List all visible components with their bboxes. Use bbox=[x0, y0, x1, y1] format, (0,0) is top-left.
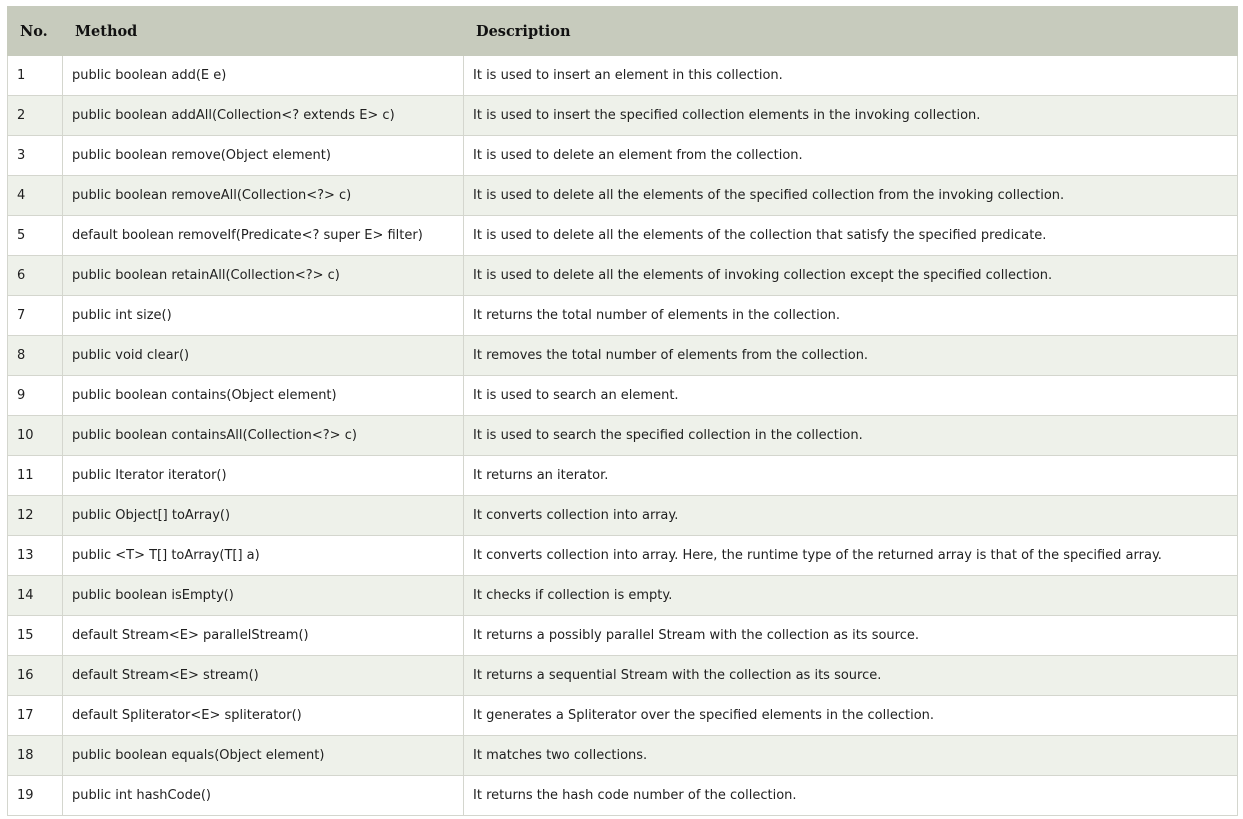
cell-description: It is used to insert an element in this collection. bbox=[464, 56, 1238, 96]
cell-no: 18 bbox=[8, 736, 63, 776]
cell-method: public <T> T[] toArray(T[] a) bbox=[63, 536, 464, 576]
table-row bbox=[8, 576, 1238, 616]
cell-no: 12 bbox=[8, 496, 63, 536]
cell-description: It returns an iterator. bbox=[464, 456, 1238, 496]
cell-description: It is used to search an element. bbox=[464, 376, 1238, 416]
header-row bbox=[8, 7, 1238, 56]
cell-no: 19 bbox=[8, 776, 63, 816]
cell-method: public boolean add(E e) bbox=[63, 56, 464, 96]
cell-description: It is used to insert the specified collection elements in the invoking collection. bbox=[464, 96, 1238, 136]
table-row bbox=[8, 416, 1238, 456]
cell-no: 8 bbox=[8, 336, 63, 376]
column-header-description: Description bbox=[464, 7, 1238, 56]
cell-method: public boolean retainAll(Collection<?> c) bbox=[63, 256, 464, 296]
cell-method: public boolean containsAll(Collection<?> c) bbox=[63, 416, 464, 456]
cell-no: 10 bbox=[8, 416, 63, 456]
cell-no: 15 bbox=[8, 616, 63, 656]
cell-description: It matches two collections. bbox=[464, 736, 1238, 776]
table-row bbox=[8, 696, 1238, 736]
cell-description: It converts collection into array. Here, the runtime type of the returned array is that of the specified array. bbox=[464, 536, 1238, 576]
cell-no: 11 bbox=[8, 456, 63, 496]
cell-description: It converts collection into array. bbox=[464, 496, 1238, 536]
cell-description: It returns a possibly parallel Stream with the collection as its source. bbox=[464, 616, 1238, 656]
column-header-no: No. bbox=[8, 7, 63, 56]
cell-description: It removes the total number of elements from the collection. bbox=[464, 336, 1238, 376]
table-row bbox=[8, 176, 1238, 216]
column-header-method: Method bbox=[63, 7, 464, 56]
cell-description: It is used to delete all the elements of the collection that satisfy the specified predicate. bbox=[464, 216, 1238, 256]
table-row bbox=[8, 336, 1238, 376]
table-row bbox=[8, 776, 1238, 816]
cell-description: It generates a Spliterator over the specified elements in the collection. bbox=[464, 696, 1238, 736]
table-row bbox=[8, 616, 1238, 656]
table-body bbox=[8, 56, 1238, 816]
cell-method: default Stream<E> parallelStream() bbox=[63, 616, 464, 656]
cell-method: public Object[] toArray() bbox=[63, 496, 464, 536]
cell-no: 16 bbox=[8, 656, 63, 696]
cell-description: It returns the hash code number of the collection. bbox=[464, 776, 1238, 816]
cell-no: 7 bbox=[8, 296, 63, 336]
cell-description: It is used to delete all the elements of the specified collection from the invoking collection. bbox=[464, 176, 1238, 216]
cell-no: 5 bbox=[8, 216, 63, 256]
table-header bbox=[8, 7, 1238, 56]
cell-method: default boolean removeIf(Predicate<? super E> filter) bbox=[63, 216, 464, 256]
table-row bbox=[8, 656, 1238, 696]
cell-no: 2 bbox=[8, 96, 63, 136]
methods-table bbox=[7, 6, 1238, 816]
table-row bbox=[8, 736, 1238, 776]
table-row bbox=[8, 56, 1238, 96]
cell-method: public int size() bbox=[63, 296, 464, 336]
cell-method: public boolean isEmpty() bbox=[63, 576, 464, 616]
table-row bbox=[8, 296, 1238, 336]
cell-no: 1 bbox=[8, 56, 63, 96]
cell-no: 6 bbox=[8, 256, 63, 296]
cell-method: public boolean remove(Object element) bbox=[63, 136, 464, 176]
cell-description: It is used to search the specified collection in the collection. bbox=[464, 416, 1238, 456]
cell-method: public boolean contains(Object element) bbox=[63, 376, 464, 416]
cell-no: 4 bbox=[8, 176, 63, 216]
cell-method: default Spliterator<E> spliterator() bbox=[63, 696, 464, 736]
cell-description: It is used to delete an element from the collection. bbox=[464, 136, 1238, 176]
cell-description: It checks if collection is empty. bbox=[464, 576, 1238, 616]
cell-method: public Iterator iterator() bbox=[63, 456, 464, 496]
table-row bbox=[8, 96, 1238, 136]
cell-method: public int hashCode() bbox=[63, 776, 464, 816]
cell-method: public void clear() bbox=[63, 336, 464, 376]
table-row bbox=[8, 376, 1238, 416]
cell-no: 17 bbox=[8, 696, 63, 736]
cell-method: public boolean addAll(Collection<? extends E> c) bbox=[63, 96, 464, 136]
cell-no: 3 bbox=[8, 136, 63, 176]
cell-description: It is used to delete all the elements of invoking collection except the specified collection. bbox=[464, 256, 1238, 296]
table-row bbox=[8, 136, 1238, 176]
cell-no: 9 bbox=[8, 376, 63, 416]
cell-no: 14 bbox=[8, 576, 63, 616]
cell-description: It returns the total number of elements in the collection. bbox=[464, 296, 1238, 336]
table-row bbox=[8, 536, 1238, 576]
cell-no: 13 bbox=[8, 536, 63, 576]
cell-method: public boolean removeAll(Collection<?> c) bbox=[63, 176, 464, 216]
table-row bbox=[8, 496, 1238, 536]
table-row bbox=[8, 256, 1238, 296]
table-row bbox=[8, 216, 1238, 256]
table-row bbox=[8, 456, 1238, 496]
cell-method: public boolean equals(Object element) bbox=[63, 736, 464, 776]
cell-method: default Stream<E> stream() bbox=[63, 656, 464, 696]
cell-description: It returns a sequential Stream with the collection as its source. bbox=[464, 656, 1238, 696]
